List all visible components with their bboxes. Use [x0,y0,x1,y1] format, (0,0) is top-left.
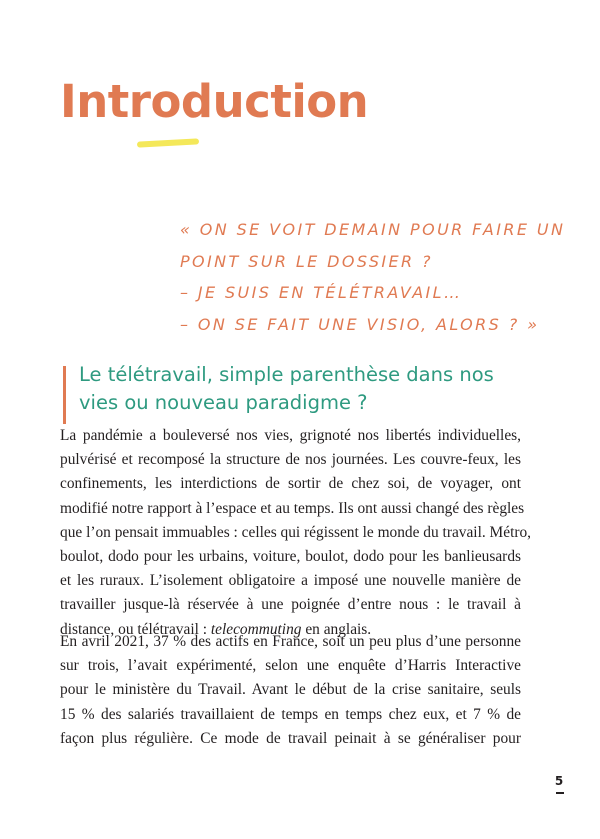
page-number: 5 [554,774,564,788]
subtitle-accent-bar [63,366,66,424]
quote-line: POINT SUR LE DOSSIER ? [180,251,433,271]
paragraph-line: boulot, dodo pour les urbains, voiture, boulot, dodo pour les banlieusards [60,548,521,566]
paragraph-line: En avril 2021, 37 % des actifs en France, soit un peu plus d’une personne [60,633,521,650]
paragraph-line: que l’on pensait immuables : celles qui régissent le monde du travail. Métro, [60,523,532,541]
paragraph-line: pour le ministère du Travail. Avant le début de la crise sanitaire, seuls [60,681,521,699]
chapter-title: Introduction [60,75,369,128]
quote-line: – JE SUIS EN TÉLÉTRAVAIL… [180,283,463,302]
quote-line: – ON SE FAIT UNE VISIO, ALORS ? » [180,314,540,334]
paragraph-line: travailler jusque-là réservée à une poignée d’entre nous : le travail à [60,596,521,614]
paragraph-line: La pandémie a bouleversé nos vies, grignoté nos libertés individuelles, [60,427,521,444]
paragraph-line: modifié notre rapport à l’espace et au temps. Ils ont aussi changé des règles [60,499,525,517]
quote-line: « ON SE VOIT DEMAIN POUR FAIRE UN [180,220,566,239]
paragraph-line: pulvérisé et recomposé la structure de nos journées. Les couvre-feux, les [60,451,521,469]
page-number-rule [556,792,564,794]
section-subtitle: Le télétravail, simple parenthèse dans nos vies ou nouveau paradigme ? [79,363,494,414]
paragraph-line: 15 % des salariés travaillaient de temps en temps chez eux, et 7 % de [60,705,521,723]
line-text: en anglais. [301,620,372,638]
paragraph-line: et les ruraux. L’isolement obligatoire a imposé une nouvelle manière de [60,572,521,590]
line-text: distance, ou télétravail : [60,620,211,638]
title-highlight-stroke [137,138,199,147]
emphasized-term: telecommuting [210,620,302,638]
paragraph-line: façon plus régulière. Ce mode de travail peinait à se généraliser pour [60,729,521,747]
paragraph-line: sur trois, l’avait expérimenté, selon une enquête d’Harris Interactive [60,657,521,675]
body-paragraph-2 [60,630,521,751]
body-paragraph-1 [60,424,532,642]
opening-dialogue-quote [180,214,566,340]
paragraph-line: confinements, les interdictions de sortir de chez soi, de voyager, ont [60,475,521,493]
